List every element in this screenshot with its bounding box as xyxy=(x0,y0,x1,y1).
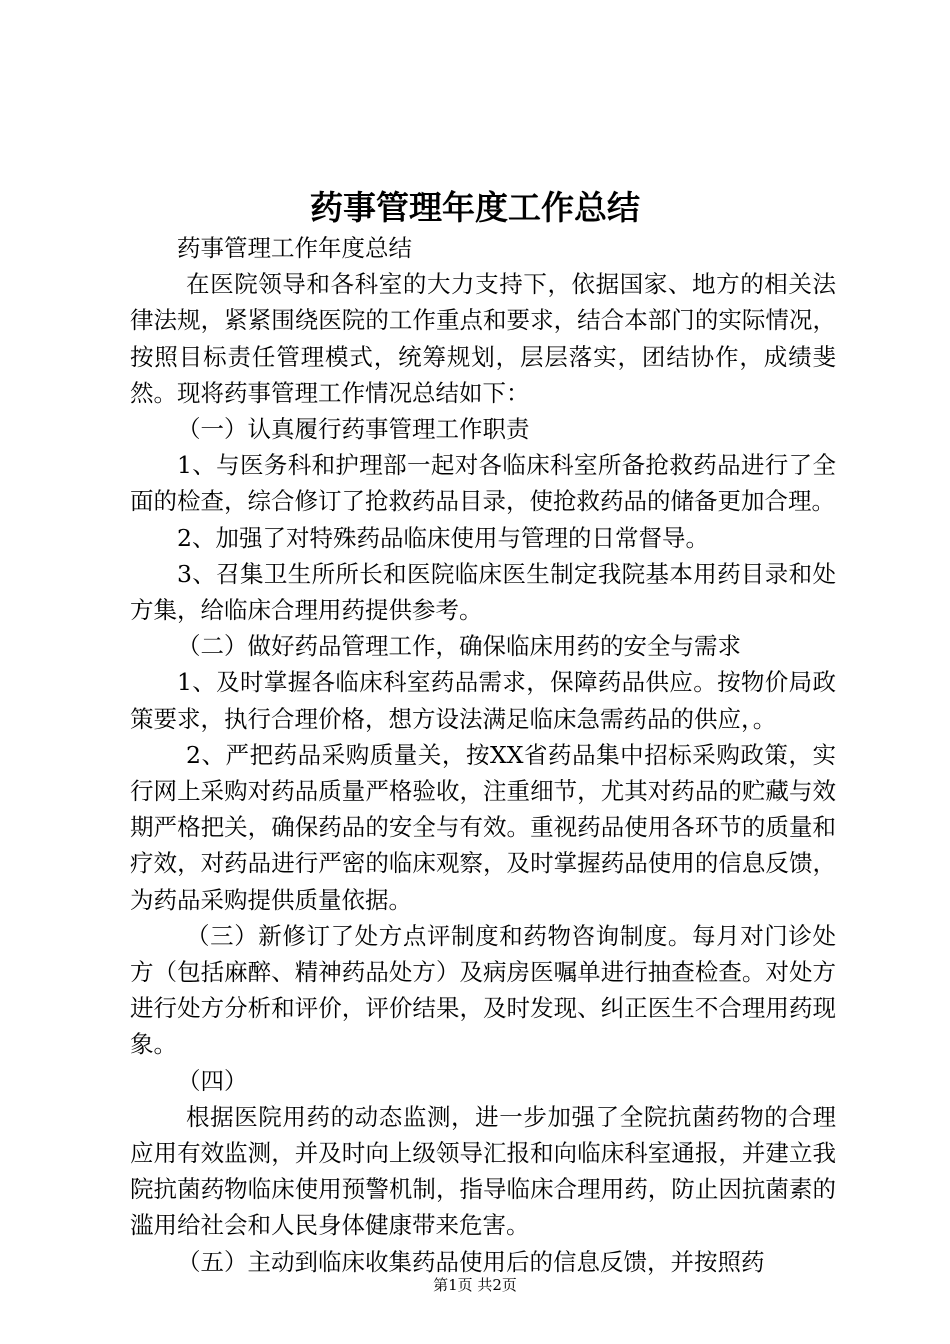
document-title: 药事管理年度工作总结 xyxy=(310,188,640,227)
paragraph-subtitle: 药事管理工作年度总结 xyxy=(177,234,412,262)
page-number-footer: 第1页 共2页 xyxy=(433,1276,517,1294)
paragraph: 1、与医务科和护理部一起对各临床科室所备抢救药品进行了全面的检查，综合修订了抢救药品目录，使抢救药品的储备更加合理。 xyxy=(130,451,836,516)
paragraph: 2、严把药品采购质量关，按XX省药品集中招标采购政策，实行网上采购对药品质量严格验收，注重细节，尤其对药品的贮藏与效期严格把关，确保药品的安全与有效。重视药品使用各环节的质量和疗效，对药品进行严密的临床观察，及时掌握药品使用的信息反馈，为药品采购提供质量依据。 xyxy=(130,740,836,914)
paragraph: 2、加强了对特殊药品临床使用与管理的日常督导。 xyxy=(177,523,709,552)
section-heading-2: （二）做好药品管理工作，确保临床用药的安全与需求 xyxy=(177,632,741,661)
document-body xyxy=(130,230,836,1280)
section-heading-4: （四） xyxy=(177,1066,248,1095)
paragraph-section-3: （三）新修订了处方点评制度和药物咨询制度。每月对门诊处方（包括麻醉、精神药品处方）及病房医嘱单进行抽查检查。对处方进行处方分析和评价，评价结果，及时发现、纠正医生不合理用药现象。 xyxy=(130,921,836,1059)
paragraph: 根据医院用药的动态监测，进一步加强了全院抗菌药物的合理应用有效监测，并及时向上级领导汇报和向临床科室通报，并建立我院抗菌药物临床使用预警机制，指导临床合理用药，防止因抗菌素的滥用给社会和人民身体健康带来危害。 xyxy=(130,1102,836,1240)
section-heading-1: （一）认真履行药事管理工作职责 xyxy=(177,415,530,444)
paragraph: 1、及时掌握各临床科室药品需求，保障药品供应。按物价局政策要求，执行合理价格，想方设法满足临床急需药品的供应，。 xyxy=(130,668,836,733)
paragraph: 3、召集卫生所所长和医院临床医生制定我院基本用药目录和处方集，给临床合理用药提供参考。 xyxy=(130,559,836,625)
paragraph-intro: 在医院领导和各科室的大力支持下，依据国家、地方的相关法律法规，紧紧围绕医院的工作重点和要求，结合本部门的实际情况，按照目标责任管理模式，统筹规划，层层落实，团结协作，成绩斐然。现将药事管理工作情况总结如下： xyxy=(130,270,836,407)
paragraph-section-5: （五）主动到临床收集药品使用后的信息反馈，并按照药 xyxy=(177,1247,765,1276)
